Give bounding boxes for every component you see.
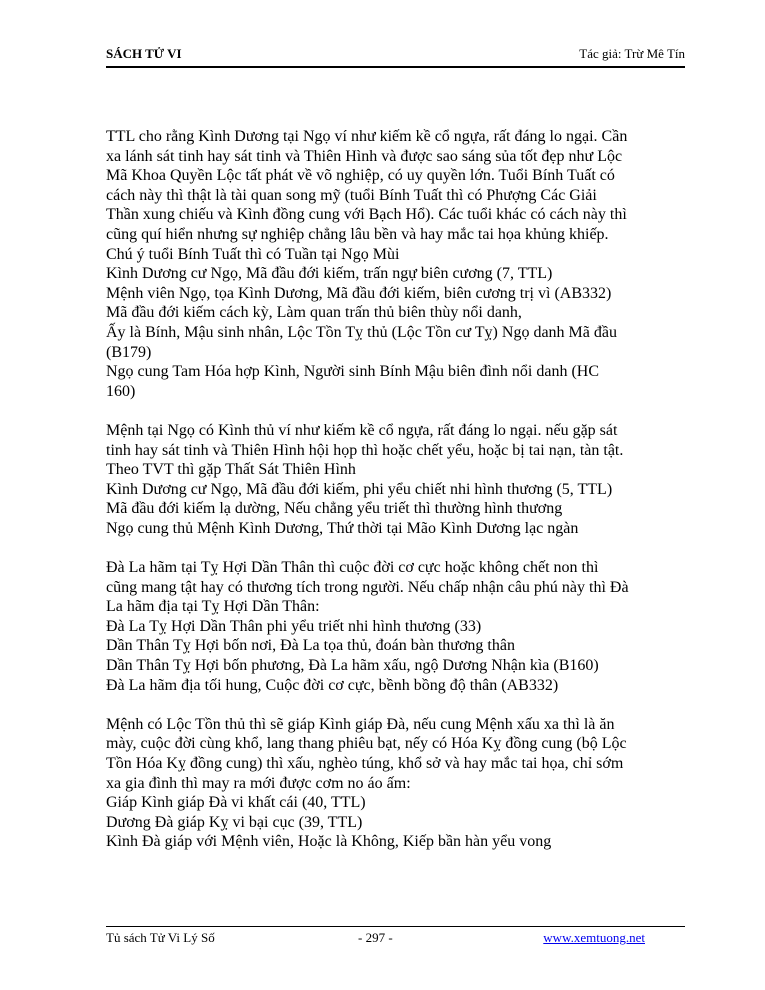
text-line: cũng quí hiển nhưng sự nghiệp chẳng lâu bền và hay mắc tai họa khủng khiếp.	[106, 225, 609, 243]
text-line: Mệnh có Lộc Tồn thủ thì sẽ giáp Kình giáp Đà, nếu cung Mệnh xấu xa thì là ăn	[106, 715, 615, 733]
text-line: cũng mang tật hay có thương tích trong người. Nếu chấp nhận câu phú này thì Đà	[106, 578, 629, 596]
series-title: Tủ sách Tử Vi Lý Số	[106, 930, 215, 945]
paragraph	[106, 127, 696, 401]
body-text	[106, 127, 696, 852]
text-line: Đà La hãm tại Tỵ Hợi Dần Thân thì cuộc đời cơ cực hoặc không chết non thì	[106, 559, 599, 577]
text-line: Kình Dương cư Ngọ, Mã đầu đới kiếm, trấn ngự biên cương (7, TTL)	[106, 265, 553, 283]
text-line: Dương Đà giáp Kỵ vi bại cục (39, TTL)	[106, 813, 363, 831]
paragraph	[106, 558, 696, 695]
text-line: Mã đầu đới kiếm lạ dường, Nếu chẳng yểu triết thì thường hình thương	[106, 500, 563, 518]
text-line: Đà La hãm địa tối hung, Cuộc đời cơ cực, bềnh bồng độ thân (AB332)	[106, 676, 559, 694]
text-line: Kình Dương cư Ngọ, Mã đầu đới kiếm, phi yểu chiết nhi hình thương (5, TTL)	[106, 480, 613, 498]
text-line: 160)	[106, 382, 136, 400]
website-link[interactable]: www.xemtuong.net	[543, 930, 645, 945]
text-line: Giáp Kình giáp Đà vi khất cái (40, TTL)	[106, 794, 366, 812]
author-credit: Tác giả: Trừ Mê Tín	[579, 46, 685, 61]
text-line: Ngọ cung thủ Mệnh Kình Dương, Thứ thời tại Mão Kình Dương lạc ngàn	[106, 519, 579, 537]
text-line: Mệnh viên Ngọ, tọa Kình Dương, Mã đầu đới kiếm, biên cương trị vì (AB332)	[106, 284, 612, 302]
text-line: Mã Khoa Quyền Lộc tất phát về võ nghiệp, có uy quyền lớn. Tuổi Bính Tuất có	[106, 167, 615, 185]
page-footer	[106, 926, 685, 945]
text-line: xa gia đình thì may ra mới được cơm no áo ấm:	[106, 774, 411, 792]
text-line: Chú ý tuổi Bính Tuất thì có Tuần tại Ngọ Mùi	[106, 245, 400, 263]
text-line: Mệnh tại Ngọ có Kình thủ ví như kiếm kề cổ ngựa, rất đáng lo ngại. nếu gặp sát	[106, 421, 618, 439]
paragraph	[106, 421, 696, 539]
text-line: Dần Thân Tỵ Hợi bốn nơi, Đà La tọa thủ, đoán bàn thương thân	[106, 637, 515, 655]
text-line: xa lánh sát tinh hay sát tinh và Thiên Hình và được sao sáng sủa tốt đẹp như Lộc	[106, 147, 623, 165]
text-line: Theo TVT thì gặp Thất Sát Thiên Hình	[106, 461, 356, 479]
text-line: Tồn Hóa Kỵ đồng cung) thì xấu, nghèo túng, khổ sở và hay mắc tai họa, chỉ sớm	[106, 755, 624, 772]
text-line: Đà La Tỵ Hợi Dần Thân phi yểu triết nhi hình thương (33)	[106, 617, 482, 635]
paragraph	[106, 715, 696, 852]
text-line: cách này thì thật là tài quan song mỹ (tuổi Bính Tuất thì có Phượng Các Giải	[106, 186, 597, 204]
text-line: Kình Đà giáp với Mệnh viên, Hoặc là Không, Kiếp bần hàn yểu vong	[106, 833, 552, 851]
book-title: SÁCH TỬ VI	[106, 46, 182, 61]
text-line: TTL cho rằng Kình Dương tại Ngọ ví như kiếm kề cổ ngựa, rất đáng lo ngại. Cần	[106, 128, 628, 145]
text-line: (B179)	[106, 343, 152, 361]
text-line: La hãm địa tại Tỵ Hợi Dần Thân:	[106, 598, 320, 616]
page-header	[106, 44, 685, 68]
page-number: - 297 -	[358, 930, 393, 945]
text-line: Ngọ cung Tam Hóa hợp Kình, Người sinh Bính Mậu biên đình nổi danh (HC	[106, 363, 600, 381]
text-line: Ấy là Bính, Mậu sinh nhân, Lộc Tồn Tỵ thủ (Lộc Tồn cư Tỵ) Ngọ danh Mã đầu	[106, 323, 617, 341]
text-line: Mã đầu đới kiếm cách kỳ, Làm quan trấn thủ biên thùy nổi danh,	[106, 304, 522, 322]
text-line: Thần xung chiếu và Kình đồng cung với Bạch Hổ). Các tuổi khác có cách này thì	[106, 206, 627, 224]
text-line: tinh hay sát tinh và Thiên Hình hội họp thì hoặc chết yểu, hoặc bị tai nạn, tàn tật.	[106, 441, 624, 459]
text-line: mày, cuộc đời cùng khổ, lang thang phiêu bạt, nếy có Hóa Kỵ đồng cung (bộ Lộc	[106, 735, 627, 753]
text-line: Dần Thân Tỵ Hợi bốn phương, Đà La hãm xấu, ngộ Dương Nhận kìa (B160)	[106, 657, 599, 675]
